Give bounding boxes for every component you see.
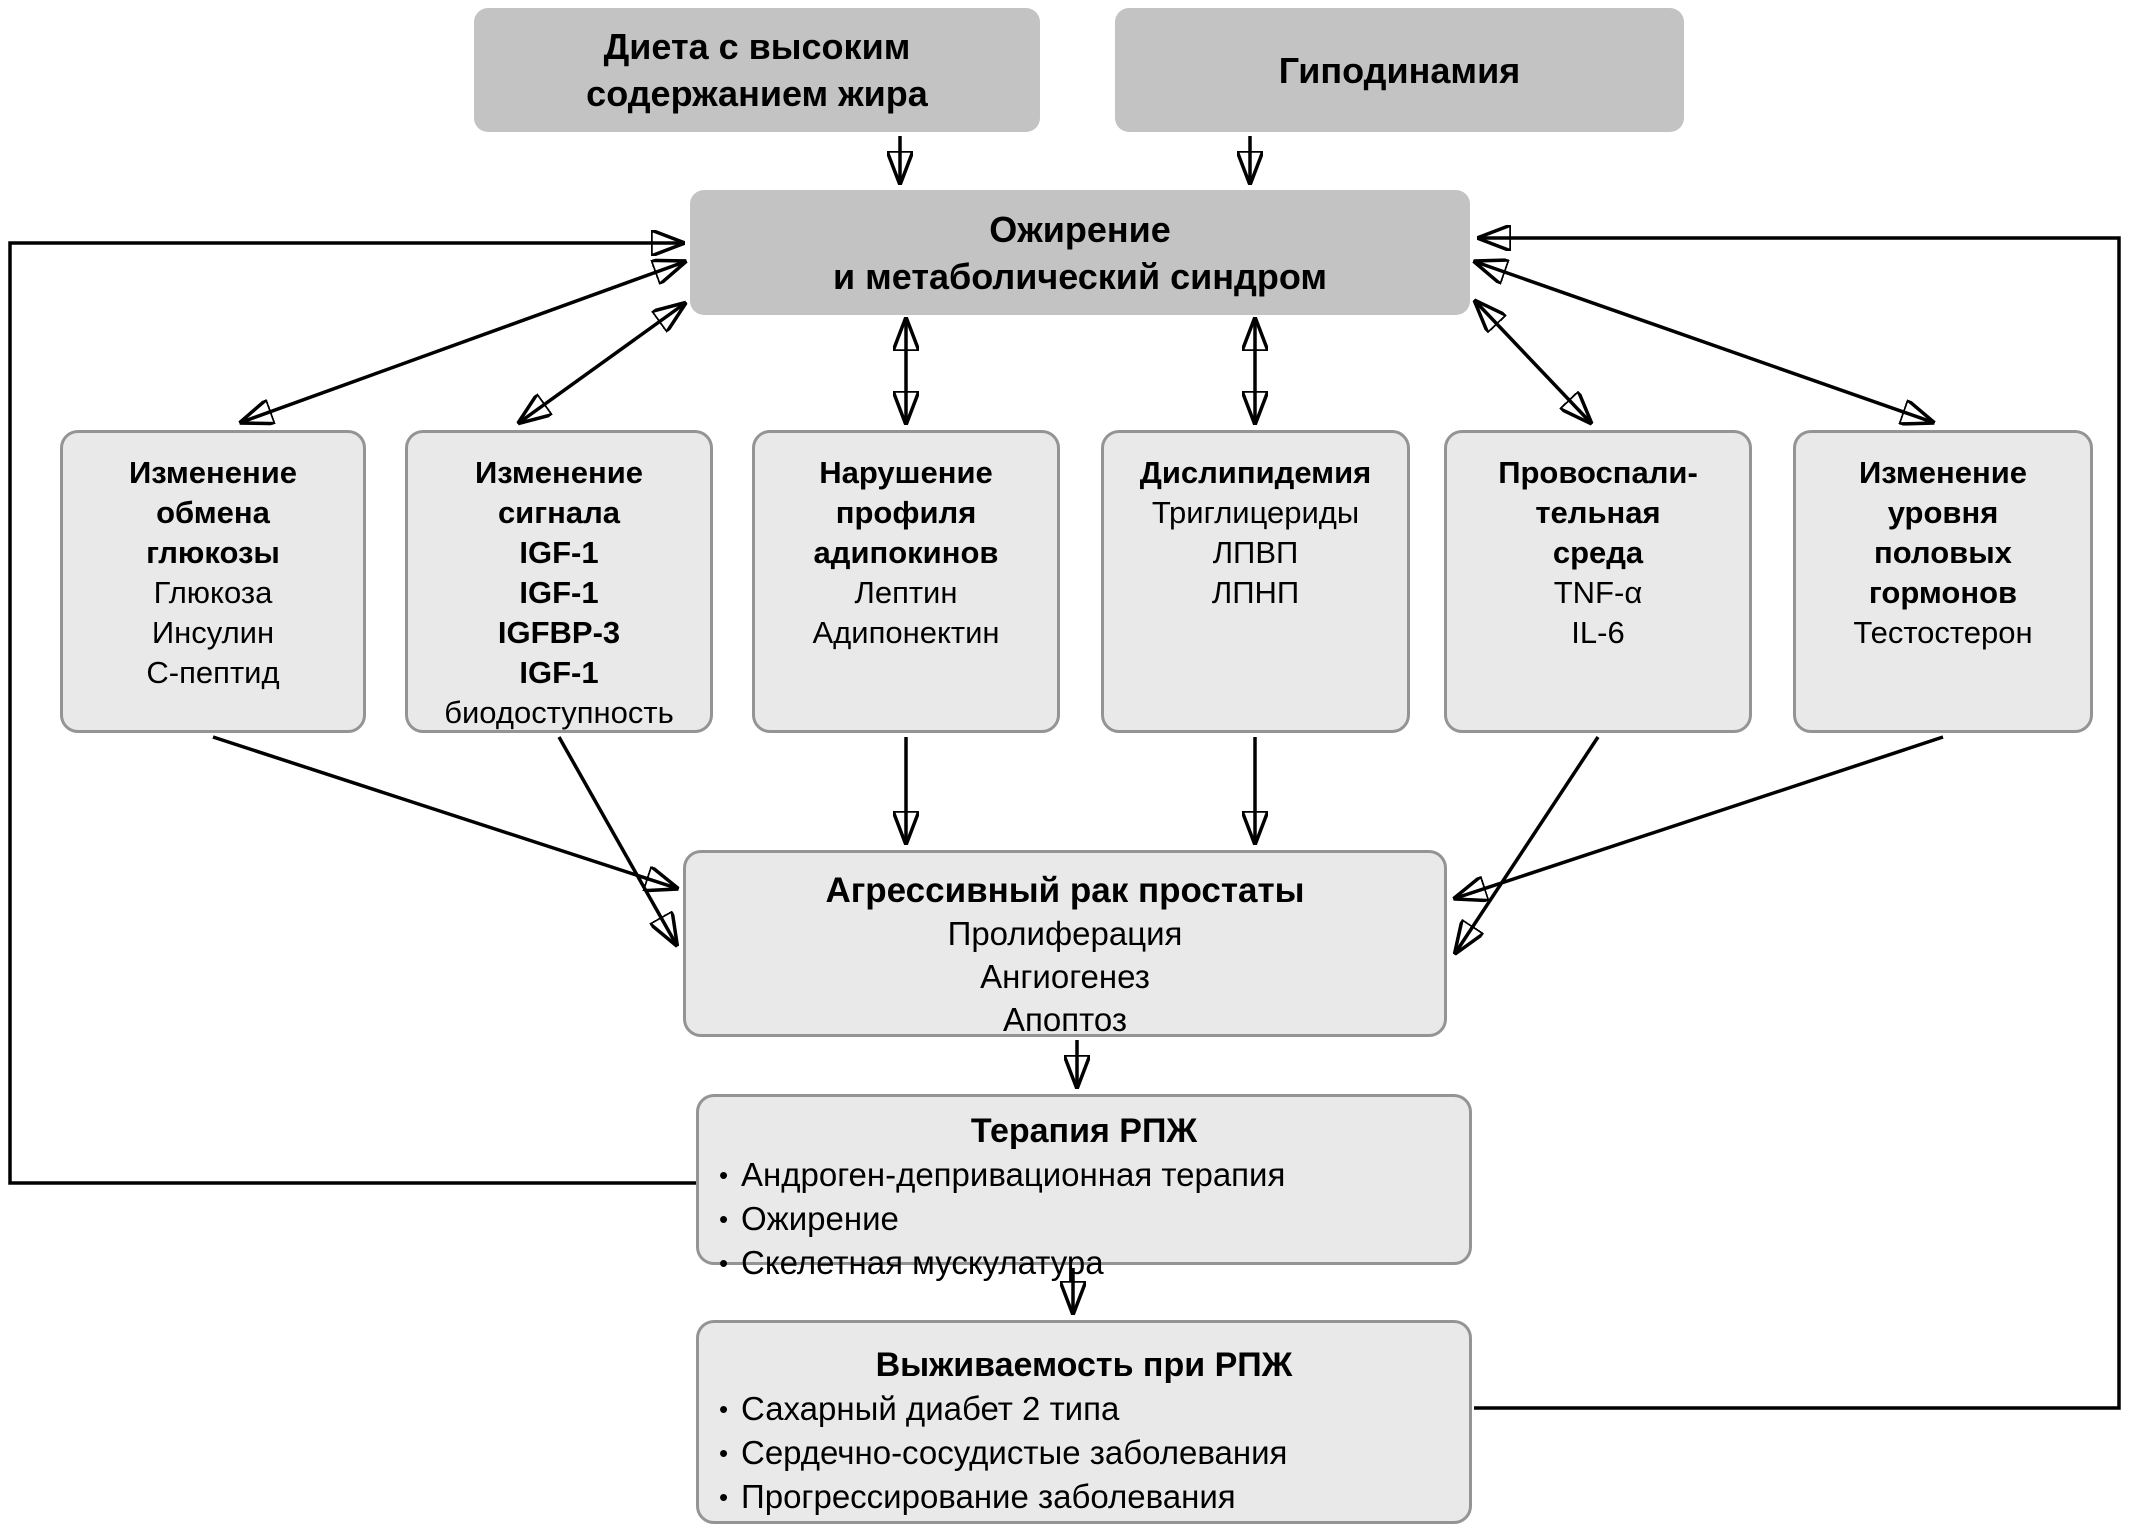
factor-line: IGF-1 (519, 655, 599, 690)
factor-line: С-пептид (146, 655, 280, 690)
arrow-inflammation-to-cancer (1456, 737, 1598, 952)
box-proinflammatory-environment (1444, 430, 1752, 733)
box-line: Ожирение (989, 208, 1171, 250)
factor-line: IGF-1 (519, 575, 599, 610)
box-line: Диета с высоким (603, 26, 911, 67)
factor-line: биодоступность (444, 695, 674, 730)
box-glucose-metabolism (60, 430, 366, 733)
factor-line: сигнала (497, 495, 621, 530)
factor-line: IL-6 (1571, 615, 1625, 650)
arrow-hormones-to-cancer (1456, 737, 1943, 898)
arrow-glucose-to-cancer (213, 737, 676, 888)
box-title: Выживаемость при РПЖ (875, 1346, 1293, 1384)
box-line: Апоптоз (1003, 1001, 1127, 1038)
bullet-item: • Сердечно-сосудистые заболевания (699, 1431, 1469, 1475)
factor-line: IGFBP-3 (497, 615, 621, 650)
box-dyslipidemia (1101, 430, 1410, 733)
box-adipokine-profile (752, 430, 1060, 733)
box-high-fat-diet (474, 8, 1040, 132)
box-aggressive-prostate-cancer (683, 850, 1447, 1037)
box-line: Пролиферация (947, 915, 1183, 952)
factor-line: половых (1874, 535, 2012, 570)
arrow-obesity-igf (520, 304, 684, 422)
arrow-igf-to-cancer (559, 737, 676, 944)
box-physical-inactivity (1115, 8, 1684, 132)
bullet-item: • Скелетная мускулатура (699, 1241, 1469, 1285)
factor-line: Лептин (854, 575, 958, 610)
box-obesity-metabolic-syndrome (690, 190, 1470, 315)
factor-line: TNF-α (1553, 575, 1643, 610)
box-line: и метаболический синдром (833, 255, 1327, 297)
box-title: Терапия РПЖ (970, 1112, 1198, 1150)
bullet-item: • Сахарный диабет 2 типа (699, 1387, 1469, 1431)
factor-line: ЛПВП (1212, 535, 1299, 570)
box-title: Агрессивный рак простаты (825, 871, 1305, 910)
factor-line: Тестостерон (1853, 615, 2033, 650)
box-line: Ангиогенез (980, 958, 1150, 995)
box-prostate-cancer-survival (696, 1320, 1472, 1524)
box-line: Гиподинамия (1278, 49, 1521, 91)
box-prostate-cancer-therapy (696, 1094, 1472, 1281)
factor-line: адипокинов (813, 535, 999, 570)
arrow-obesity-inflammation (1476, 302, 1590, 422)
arrow-obesity-hormones (1476, 262, 1932, 422)
factor-line: ЛПНП (1211, 575, 1300, 610)
box-igf-signaling (405, 430, 713, 733)
factor-line: Дислипидемия (1139, 455, 1372, 490)
factor-line: Глюкоза (153, 575, 273, 610)
factor-line: глюкозы (146, 535, 280, 570)
factor-line: IGF-1 (519, 535, 599, 570)
factor-line: Провоспали- (1498, 455, 1698, 490)
arrow-obesity-glucose (242, 262, 684, 422)
factor-line: гормонов (1868, 575, 2018, 610)
box-sex-hormones (1793, 430, 2093, 733)
factor-line: профиля (835, 495, 977, 530)
factor-line: Изменение (474, 455, 644, 490)
factor-line: уровня (1887, 495, 1999, 530)
factor-line: среда (1552, 535, 1644, 570)
bullet-item: • Прогрессирование заболевания (699, 1475, 1469, 1519)
factor-line: Изменение (128, 455, 298, 490)
factor-line: Триглицериды (1151, 495, 1360, 530)
factor-line: Адипонектин (812, 615, 1000, 650)
factor-line: Инсулин (151, 615, 275, 650)
factor-line: тельная (1535, 495, 1661, 530)
factor-line: Изменение (1858, 455, 2028, 490)
factor-line: обмена (156, 495, 270, 530)
bullet-item: • Ожирение (699, 1197, 1469, 1241)
bullet-item: • Андроген-депривационная терапия (699, 1153, 1469, 1197)
box-line: содержанием жира (586, 73, 928, 114)
feedback-survival-to-obesity (1474, 238, 2119, 1408)
factor-line: Нарушение (819, 455, 993, 490)
